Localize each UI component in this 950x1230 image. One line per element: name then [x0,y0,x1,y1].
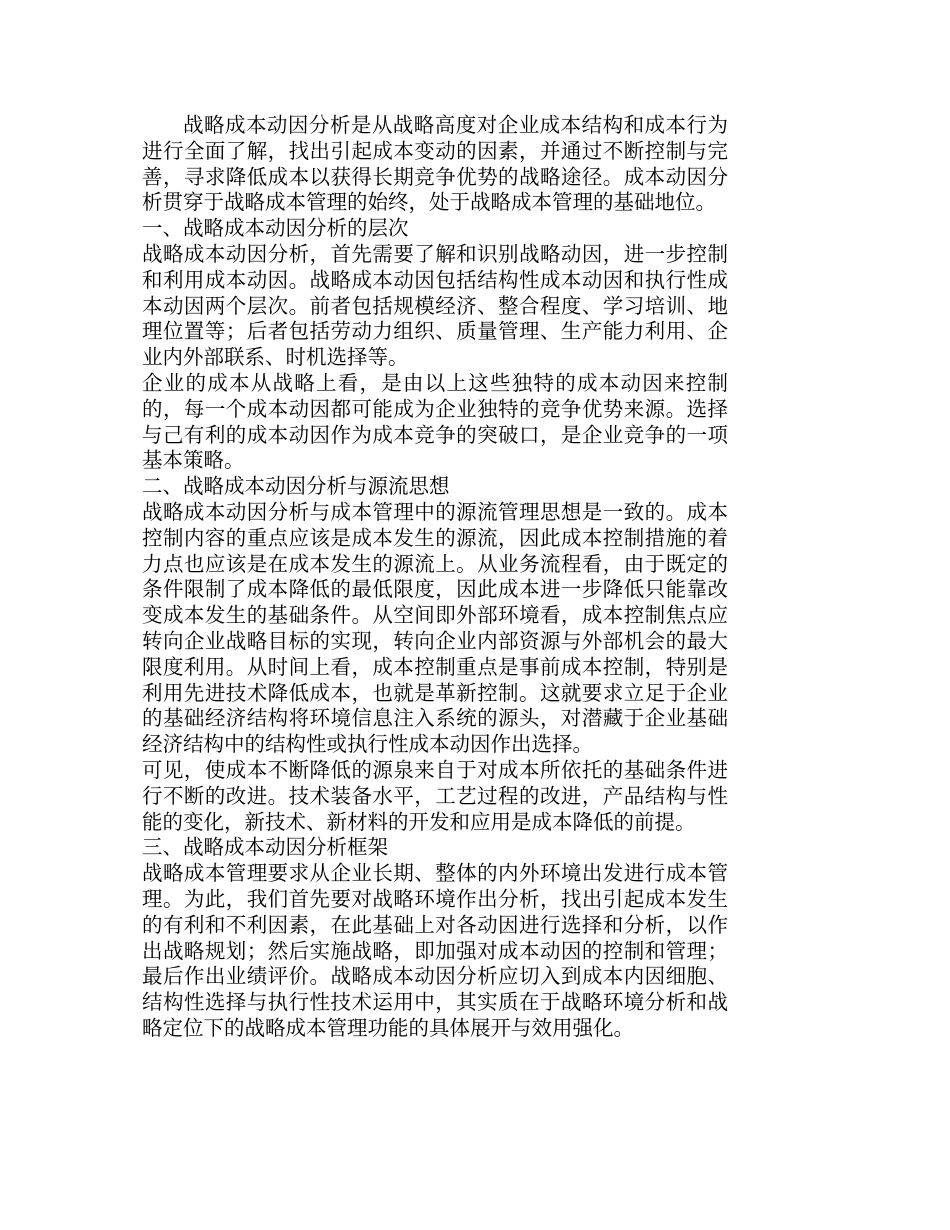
section-heading-2: 二、战略成本动因分析与源流思想 [142,474,450,499]
section-heading-3: 三、战略成本动因分析框架 [142,835,388,860]
section-2-paragraph-1: 战略成本动因分析与成本管理中的源流管理思想是一致的。成本控制内容的重点应该是成本发生的源流，因此成本控制措施的着力点也应该是在成本发生的源流上。从业务流程看，由于既定的条件限制了成本降低的最低限度，因此成本进一步降低只能靠改变成本发生的基础条件。从空间即外部环境看，成本控制焦点应转向企业战略目标的实现，转向企业内部资源与外部机会的最大限度利用。从时间上看，成本控制重点是事前成本控制，特别是利用先进技术降低成本，也就是革新控制。这就要求立足于企业的基础经济结构将环境信息注入系统的源头，对潜藏于企业基础经济结构中的结构性或执行性成本动因作出选择。 [142,499,728,757]
section-1-paragraph-2: 企业的成本从战略上看，是由以上这些独特的成本动因来控制的，每一个成本动因都可能成为企业独特的竞争优势来源。选择与己有利的成本动因作为成本竞争的突破口，是企业竞争的一项基本策略。 [142,370,728,473]
section-heading-1: 一、战略成本动因分析的层次 [142,216,409,241]
intro-paragraph: 战略成本动因分析是从战略高度对企业成本结构和成本行为进行全面了解，找出引起成本变动的因素，并通过不断控制与完善，寻求降低成本以获得长期竞争优势的战略途径。成本动因分析贯穿于战略成本管理的始终，处于战略成本管理的基础地位。 [142,113,728,215]
section-2-paragraph-2: 可见，使成本不断降低的源泉来自于对成本所依托的基础条件进行不断的改进。技术装备水平，工艺过程的改进，产品结构与性能的变化，新技术、新材料的开发和应用是成本降低的前提。 [142,757,728,834]
document-body [142,113,728,1042]
section-3-paragraph-1: 战略成本管理要求从企业长期、整体的内外环境出发进行成本管理。为此，我们首先要对战略环境作出分析，找出引起成本发生的有利和不利因素，在此基础上对各动因进行选择和分析，以作出战略规划；然后实施战略，即加强对成本动因的控制和管理；最后作出业绩评价。战略成本动因分析应切入到成本内因细胞、结构性选择与执行性技术运用中，其实质在于战略环境分析和战略定位下的战略成本管理功能的具体展开与效用强化。 [142,861,728,1040]
section-1-paragraph-1: 战略成本动因分析，首先需要了解和识别战略动因，进一步控制和利用成本动因。战略成本动因包括结构性成本动因和执行性成本动因两个层次。前者包括规模经济、整合程度、学习培训、地理位置等；后者包括劳动力组织、质量管理、生产能力利用、企业内外部联系、时机选择等。 [142,241,728,370]
